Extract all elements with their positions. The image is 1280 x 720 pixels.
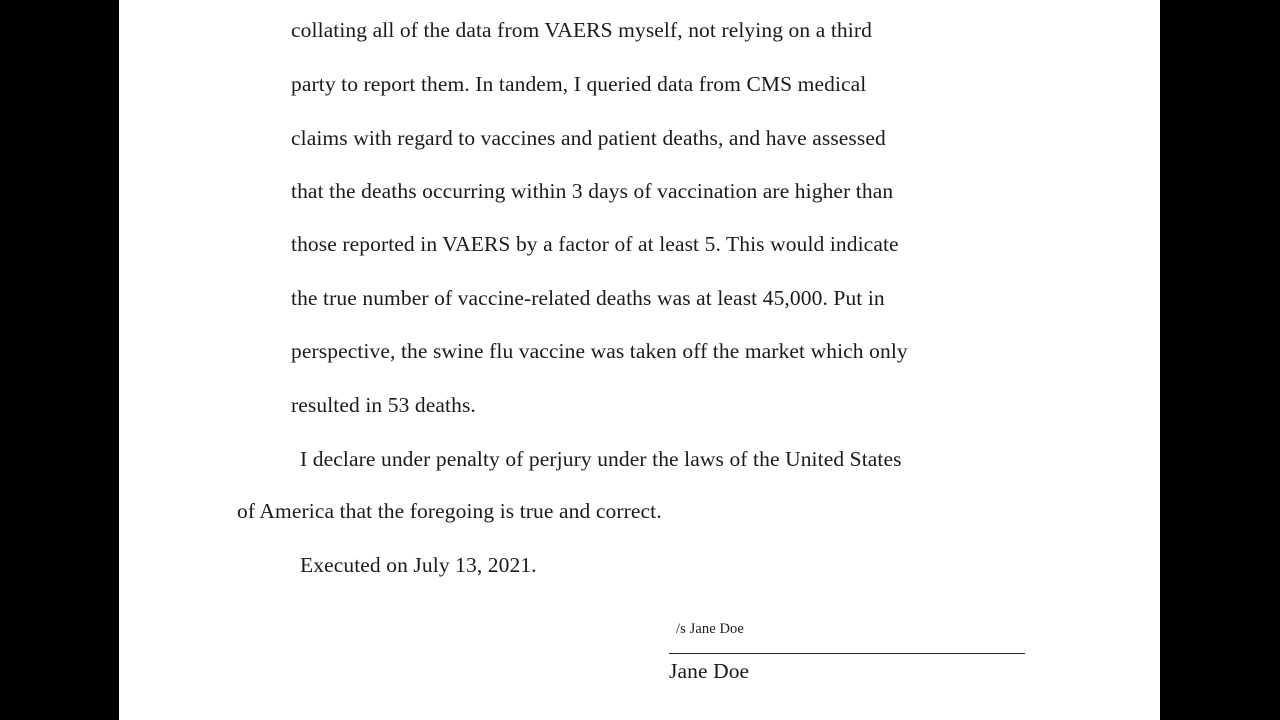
declaration-line-1: I declare under penalty of perjury under the laws of the United States [300,447,902,471]
executed-date: Executed on July 13, 2021. [300,553,537,577]
paragraph-line-6: the true number of vaccine-related deaths was at least 45,000. Put in [291,286,885,310]
paragraph-line-2: party to report them. In tandem, I queried data from CMS medical [291,72,867,96]
signer-printed-name: Jane Doe [669,659,750,683]
paragraph-line-3: claims with regard to vaccines and patient deaths, and have assessed [291,126,886,150]
document-page [119,0,1160,720]
declaration-line-2: of America that the foregoing is true and correct. [237,499,662,523]
electronic-signature: /s Jane Doe [676,621,744,637]
paragraph-line-4: that the deaths occurring within 3 days of vaccination are higher than [291,179,894,203]
signature-line [669,653,1025,654]
paragraph-line-8: resulted in 53 deaths. [291,393,476,417]
paragraph-line-7: perspective, the swine flu vaccine was taken off the market which only [291,339,908,363]
paragraph-line-5: those reported in VAERS by a factor of at least 5. This would indicate [291,232,899,256]
paragraph-line-1: collating all of the data from VAERS myself, not relying on a third [291,18,872,42]
